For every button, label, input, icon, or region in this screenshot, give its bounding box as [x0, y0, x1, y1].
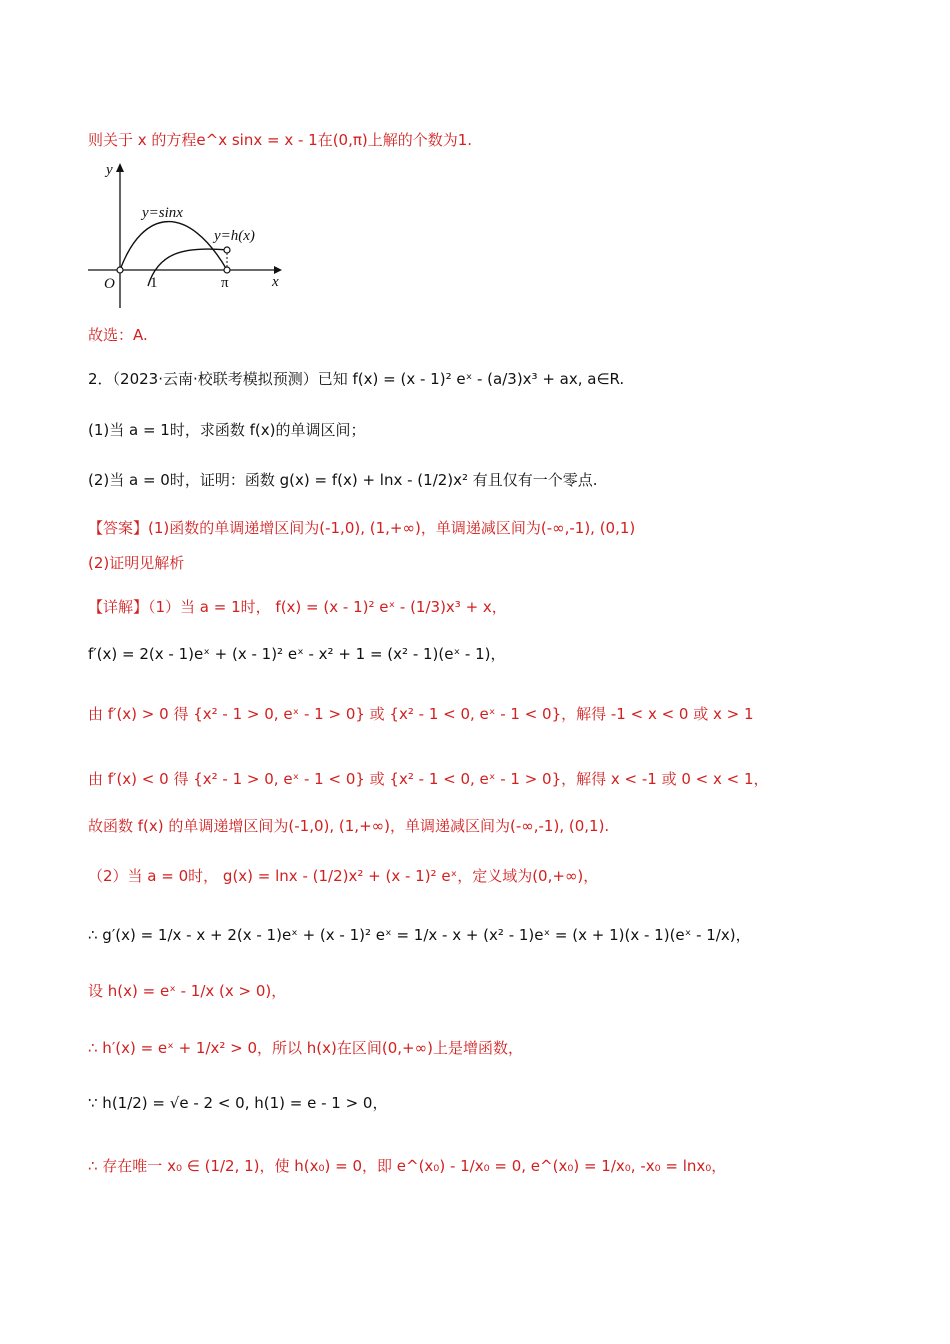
line-17: [88, 1092, 387, 1114]
line-11-text: 由 f′(x) < 0 得 {x² - 1 > 0, eˣ - 1 < 0} 或 {x² - 1 < 0, eˣ - 1 > 0}，解得 x < -1 或 0 < x < 1，: [88, 770, 769, 788]
line-16-text: ∴ h′(x) = eˣ + 1/x² > 0，所以 h(x)在区间(0,+∞)上是增函数，: [88, 1039, 523, 1057]
line-15-text: 设 h(x) = eˣ - 1/x (x > 0)，: [88, 982, 287, 1000]
line-5-text: (2)当 a = 0时，证明：函数 g(x) = f(x) + lnx - (1/2)x² 有且仅有一个零点.: [88, 471, 598, 489]
tick-one-label: 1: [150, 275, 158, 291]
line-17-text: ∵ h(1/2) = √e - 2 < 0, h(1) = e - 1 > 0，: [88, 1094, 388, 1112]
line-16: [88, 1037, 523, 1059]
line-1: [88, 129, 472, 151]
h-curve-label: y=h(x): [214, 228, 255, 244]
line-15: [88, 980, 286, 1002]
h-open-point: [224, 247, 230, 253]
origin-point: [117, 267, 123, 273]
line-6: [88, 517, 635, 539]
line-18: [88, 1155, 726, 1177]
line-11: [88, 768, 769, 790]
line-2-text: 故选：A.: [88, 326, 148, 344]
line-2: [88, 324, 148, 346]
line-9-text: f′(x) = 2(x - 1)eˣ + (x - 1)² eˣ - x² + 1 = (x² - 1)(eˣ - 1)，: [88, 645, 506, 663]
line-10: [88, 703, 754, 725]
line-12-text: 故函数 f(x) 的单调递增区间为(-1,0), (1,+∞)，单调递减区间为(-∞,-1), (0,1).: [88, 817, 610, 835]
line-3-text: 2．（2023·云南·校联考模拟预测）已知 f(x) = (x - 1)² eˣ - (a/3)x³ + ax, a∈R.: [88, 370, 625, 388]
line-1-text: 则关于 x 的方程e^x sinx = x - 1在(0,π)上解的个数为1.: [88, 131, 473, 149]
line-3: [88, 368, 624, 390]
line-13: [88, 865, 598, 887]
x-axis-label: x: [272, 274, 279, 290]
origin-label: O: [104, 276, 115, 292]
line-13-text: （2）当 a = 0时， g(x) = lnx - (1/2)x² + (x - 1)² eˣ，定义域为(0,+∞)，: [88, 867, 599, 885]
h-curve: [148, 249, 227, 286]
line-8-text: 【详解】（1）当 a = 1时， f(x) = (x - 1)² eˣ - (1/3)x³ + x，: [88, 598, 507, 616]
line-14-text: ∴ g′(x) = 1/x - x + 2(x - 1)eˣ + (x - 1)² eˣ = 1/x - x + (x² - 1)eˣ = (x + 1)(x - 1)(eˣ - 1/x)，: [88, 926, 751, 944]
line-4-text: (1)当 a = 1时，求函数 f(x)的单调区间；: [88, 421, 366, 439]
function-graph: [88, 158, 288, 310]
line-9: [88, 643, 505, 665]
line-12: [88, 815, 609, 837]
x-axis-arrow-icon: [274, 266, 282, 274]
line-7: [88, 552, 184, 574]
y-axis-arrow-icon: [116, 163, 124, 172]
tick-pi-label: π: [221, 275, 229, 291]
line-14: [88, 924, 751, 946]
sin-curve: [120, 222, 227, 270]
line-4: [88, 419, 366, 441]
sin-curve-label: y=sinx: [142, 205, 183, 221]
line-8: [88, 596, 507, 618]
line-18-text: ∴ 存在唯一 x₀ ∈ (1/2, 1)，使 h(x₀) = 0，即 e^(x₀) - 1/x₀ = 0, e^(x₀) = 1/x₀, -x₀ = lnx₀，: [88, 1157, 727, 1175]
line-10-text: 由 f′(x) > 0 得 {x² - 1 > 0, eˣ - 1 > 0} 或 {x² - 1 < 0, eˣ - 1 < 0}，解得 -1 < x < 0 或 x > 1: [88, 705, 754, 723]
line-5: [88, 469, 598, 491]
y-axis-label: y: [106, 162, 113, 178]
line-6-text: 【答案】(1)函数的单调递增区间为(-1,0), (1,+∞)，单调递减区间为(-∞,-1), (0,1): [88, 519, 636, 537]
line-7-text: (2)证明见解析: [88, 554, 185, 572]
pi-point: [224, 267, 230, 273]
